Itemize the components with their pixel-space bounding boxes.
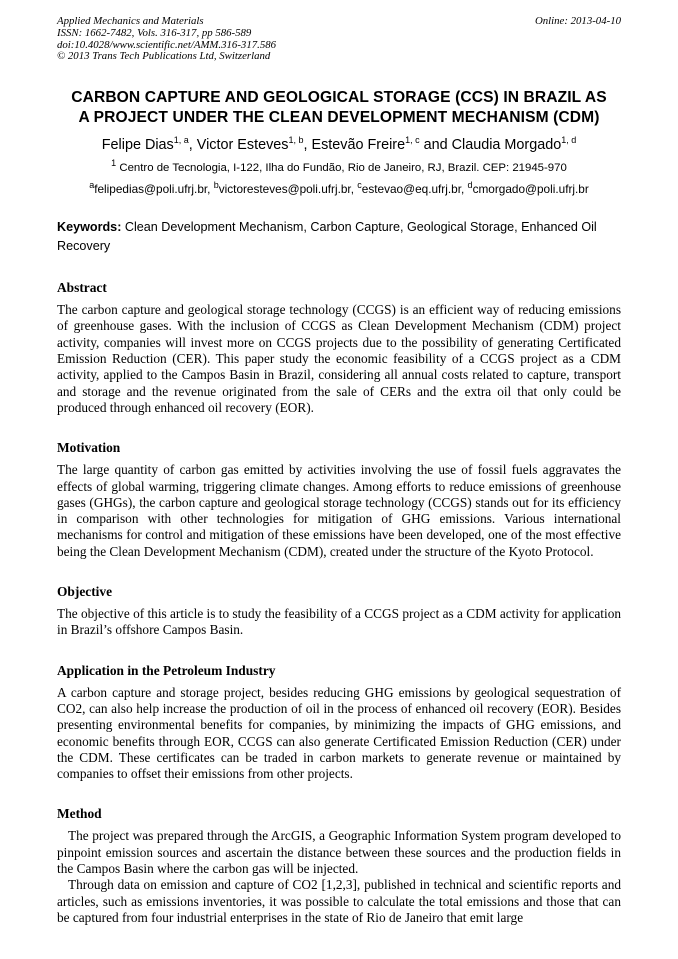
paragraph: The carbon capture and geological storage technology (CCGS) is an efficient way of reducing emissions of greenhouse gases. With the inclusion of CCGS as Clean Development Mechanism (CDM) project activity, companies will invest more on CCGS projects due to the possibility of generating Certificated Emission Reduction (CER). This paper study the economic feasibility of a CCGS project as a CDM activity, applied to the Campos Basin in Brazil, considering all annual costs related to capture, transport and storage and the revenue originated from the sale of CERs and the extra oil that only could be produced through enhanced oil recovery (EOR). — [57, 302, 621, 415]
section-heading: Method — [57, 806, 102, 822]
author-superscript: 1, d — [561, 135, 577, 146]
section-body — [57, 606, 621, 639]
section-body — [57, 302, 621, 416]
email-address: victoresteves@poli.ufrj.br — [218, 182, 351, 197]
journal-header — [57, 16, 621, 63]
keywords-text: Clean Development Mechanism, Carbon Capture, Geological Storage, Enhanced Oil Recovery — [57, 220, 597, 254]
author-name: Felipe Dias — [101, 137, 174, 154]
section-body — [57, 828, 621, 926]
email-address: estevao@eq.ufrj.br — [361, 182, 461, 197]
journal-info — [57, 16, 276, 63]
author-name: Victor Esteves — [196, 137, 289, 154]
paragraph: The large quantity of carbon gas emitted by activities involving the use of fossil fuels aggravates the effects of global warming, triggering climate changes. Among efforts to reduce emissions of greenhouse gases (GHGs), the carbon capture and geological storage technology (CCGS) stands out for its efficiency in comparison with other technologies for mitigation of GHG emissions. Various international mechanisms for control and mitigation of these emissions have been developed, one of the most effective being the Clean Development Mechanism (CDM), created under the structure of the Kyoto Protocol. — [57, 462, 621, 559]
keywords-label: Keywords: — [57, 220, 122, 235]
doi-line: doi:10.4028/www.scientific.net/AMM.316-317.586 — [57, 38, 277, 51]
affiliation-line — [57, 158, 621, 175]
paper-title-line2: A PROJECT UNDER THE CLEAN DEVELOPMENT MECHANISM (CDM) — [78, 109, 600, 127]
section — [57, 584, 621, 639]
email-superscript: c — [357, 180, 362, 191]
email-line: $^a$felipedias@poli.ufrj.br, $^b$victoresteves@poli.ufrj.br, $^c$estevao@eq.ufrj.br, $^d$cmorgado@poli.ufrj.br — [89, 180, 589, 197]
sections — [57, 280, 621, 926]
section — [57, 280, 621, 416]
email-address: cmorgado@poli.ufrj.br — [472, 182, 589, 197]
author-superscript: 1, a — [173, 135, 189, 146]
email-superscript: b — [213, 180, 219, 191]
paragraph: Through data on emission and capture of CO2 [1,2,3], published in technical and scientific reports and articles, such as emissions inventories, it was possible to calculate the total emissions and those that can be captured from four industrial enterprises in the state of Rio de Janeiro that emit large — [57, 877, 621, 925]
affiliation-superscript: 1 — [111, 158, 117, 169]
section-heading: Objective — [57, 584, 113, 600]
section — [57, 440, 621, 560]
copyright-line: © 2013 Trans Tech Publications Ltd, Switzerland — [57, 50, 271, 63]
section-body — [57, 685, 621, 783]
affiliation-text: Centro de Tecnologia, I-122, Ilha do Fundão, Rio de Janeiro, RJ, Brazil. CEP: 21945-970 — [116, 162, 567, 175]
email-address: felipedias@poli.ufrj.br — [94, 182, 208, 197]
paragraph: The objective of this article is to study the feasibility of a CCGS project as a CDM activity for application in Brazil’s offshore Campos Basin. — [57, 606, 621, 638]
online-date: Online: 2013-04-10 — [534, 15, 621, 27]
email-superscript: a — [89, 180, 95, 191]
paragraph: The project was prepared through the ArcGIS, a Geographic Information System program developed to pinpoint emission sources and ascertain the distance between these sources and the production fields in the Campos Basin where the carbon gas will be injected. — [57, 828, 621, 877]
paper-title — [57, 88, 621, 128]
author-name: Estevão Freire — [311, 137, 406, 154]
paper-title-line1: CARBON CAPTURE AND GEOLOGICAL STORAGE (CCS) IN BRAZIL AS — [71, 89, 607, 107]
section-heading: Abstract — [57, 280, 107, 296]
section-body — [57, 462, 621, 560]
author-superscript: 1, b — [288, 135, 304, 146]
author-name: Claudia Morgado — [451, 137, 562, 154]
issn-line: ISSN: 1662-7482, Vols. 316-317, pp 586-589 — [57, 26, 252, 39]
email-superscript: d — [467, 180, 473, 191]
keywords-block — [57, 218, 621, 256]
section — [57, 806, 621, 926]
author-line: Felipe Dias$^{1, a}$, Victor Esteves$^{1, b}$, Estevão Freire$^{1, c}$ and Claudia Morgado$^{1, d}$ — [101, 135, 577, 154]
section-heading: Application in the Petroleum Industry — [57, 662, 276, 678]
author-superscript: 1, c — [405, 135, 420, 146]
section-heading: Motivation — [57, 440, 121, 456]
paragraph: A carbon capture and storage project, besides reducing GHG emissions by geological sequestration of CO2, can also help increase the production of oil in the process of enhanced oil recovery (EOR). Besides presenting environmental benefits for companies, by minimizing the impacts of GHG emissions, and economic benefits through EOR, CCGS can also generate Certificated Emission Reduction (CER) under the CDM. These certificates can be traded in carbon markets to generate revenue or maintained by companies to offset their emissions from other projects. — [57, 684, 621, 782]
section — [57, 663, 621, 783]
journal-name: Applied Mechanics and Materials — [57, 15, 204, 27]
